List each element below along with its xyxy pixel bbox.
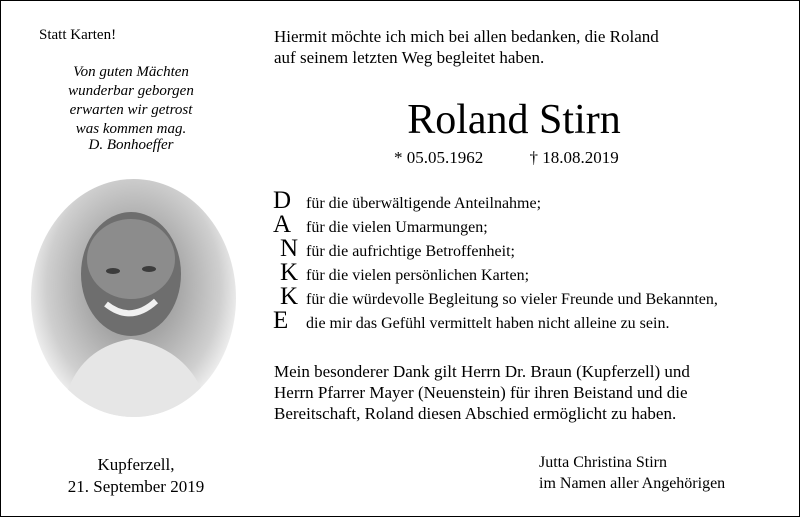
quote-line: Von guten Mächten [73,64,189,80]
danke-text: für die vielen persönlichen Karten; [306,267,530,284]
signature-name: Jutta Christina Stirn [539,454,667,471]
deceased-name: Roland Stirn [407,97,621,143]
danke-row [273,307,773,335]
statt-karten-label: Statt Karten! [39,27,117,43]
birth-date: * 05.05.1962 [394,148,484,167]
death-date: † 18.08.2019 [529,148,619,167]
danke-row [273,259,773,287]
danke-row [273,187,773,215]
place: Kupferzell, [97,455,175,474]
danke-text: für die vielen Umarmungen; [306,219,488,236]
thanks-line: Hiermit möchte ich mich bei allen bedanken, die Roland [274,27,659,46]
quote-line: was kommen mag. [75,121,187,137]
thanks-line: auf seinem letzten Weg begleitet haben. [274,48,545,67]
special-thanks-line: Mein besonderer Dank gilt Herrn Dr. Braun (Kupferzell) und [274,362,690,381]
signature [539,452,725,494]
date: 21. September 2019 [67,477,205,496]
quote-author: D. Bonhoeffer [88,137,174,153]
thanks-intro [274,26,774,68]
life-dates [394,148,619,168]
danke-row [273,211,773,239]
danke-acrostic [273,187,773,335]
portrait-silhouette [31,179,236,417]
portrait-photo [31,179,236,417]
place-date [41,454,231,498]
danke-letter: N [280,235,299,262]
danke-text: für die überwältigende Anteilnahme; [306,195,542,212]
signature-note: im Namen aller Angehörigen [539,475,726,492]
special-thanks [274,361,759,424]
danke-letter: A [273,211,292,238]
danke-text: die mir das Gefühl vermittelt haben nicht alleine zu sein. [306,315,670,332]
special-thanks-line: Bereitschaft, Roland diesen Abschied ermöglicht zu haben. [274,404,677,423]
danke-letter: K [280,259,299,286]
danke-letter: E [273,307,289,334]
bonhoeffer-quote [31,63,231,139]
quote-line: wunderbar geborgen [68,83,194,99]
danke-text: für die aufrichtige Betroffenheit; [306,243,515,260]
danke-row [273,283,773,311]
danke-letter: K [280,283,299,310]
danke-letter: D [273,187,292,214]
quote-line: erwarten wir getrost [69,102,193,118]
special-thanks-line: Herrn Pfarrer Mayer (Neuenstein) für ihren Beistand und die [274,383,688,402]
danke-text: für die würdevolle Begleitung so vieler Freunde und Bekannten, [306,291,718,308]
danke-row [273,235,773,263]
